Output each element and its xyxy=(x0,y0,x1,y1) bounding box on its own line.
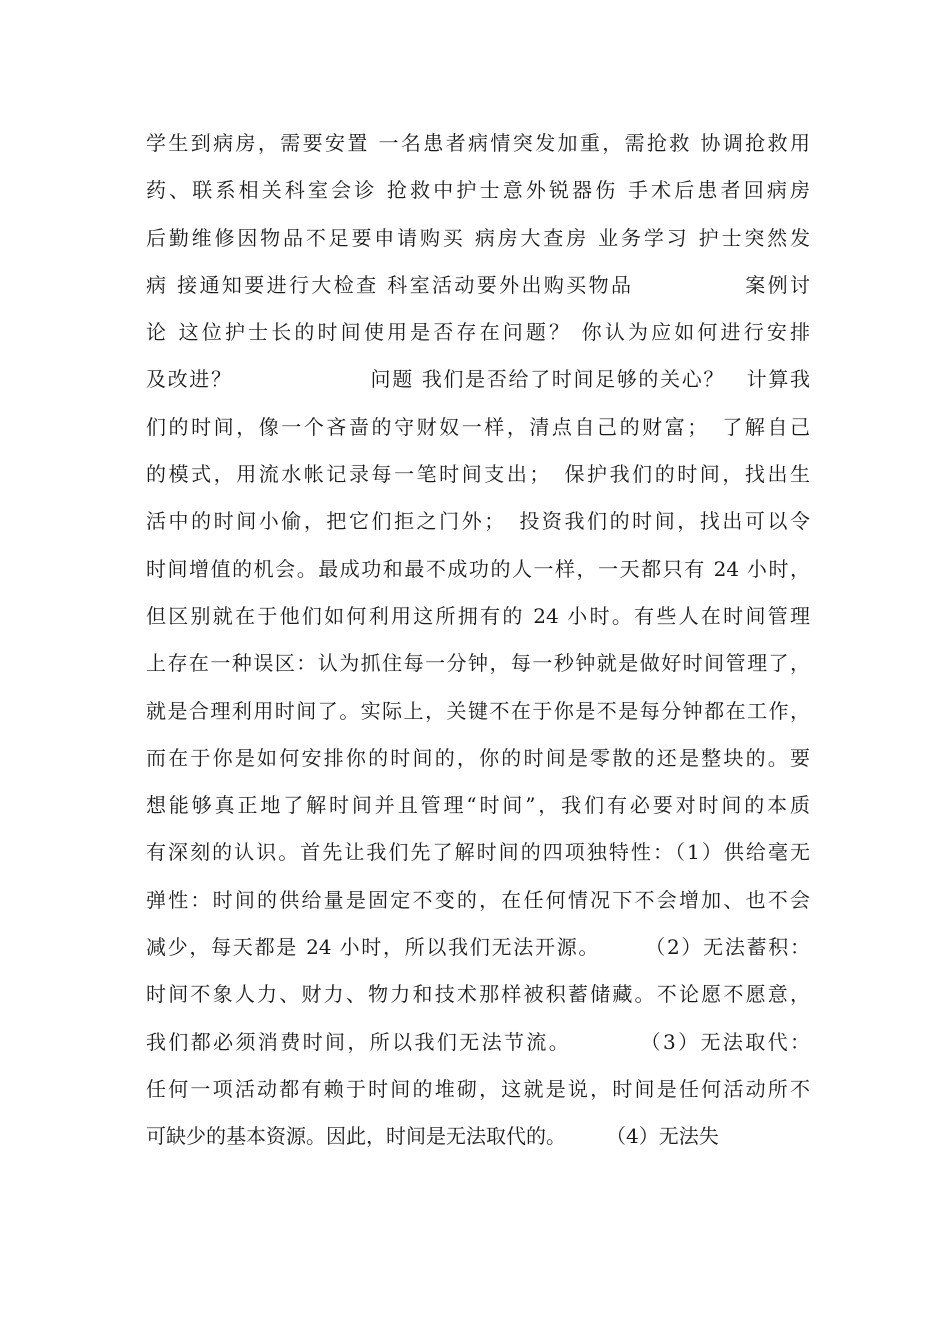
text-line: 们的时间，像一个吝啬的守财奴一样，清点自己的财富； 了解自己 xyxy=(146,414,810,439)
text-line: 后勤维修因物品不足要申请购买 病房大查房 业务学习 护士突然发 xyxy=(146,225,810,250)
text-line: 学生到病房，需要安置 一名患者病情突发加重，需抢救 协调抢救用 xyxy=(146,131,810,155)
text-line: 可缺少的基本资源。因此，时间是无法取代的。 （4）无法失 xyxy=(146,1124,719,1149)
body-text xyxy=(146,120,810,1161)
text-line: 有深刻的认识。首先让我们先了解时间的四项独特性：（1）供给毫无 xyxy=(146,840,810,865)
text-line: 想能够真正地了解时间并且管理“时间”，我们有必要对时间的本质 xyxy=(146,793,810,818)
text-line: 的模式，用流水帐记录每一笔时间支出； 保护我们的时间，找出生 xyxy=(146,462,810,487)
text-line: 时间不象人力、财力、物力和技术那样被积蓄储藏。不论愿不愿意， xyxy=(146,982,810,1007)
text-line: 病 接通知要进行大检查 科室活动要外出购买物品 案例讨 xyxy=(146,272,810,297)
text-line: 而在于你是如何安排你的时间的，你的时间是零散的还是整块的。要 xyxy=(146,745,810,770)
text-line: 就是合理利用时间了。实际上，关键不在于你是不是每分钟都在工作， xyxy=(146,698,810,723)
text-line: 我们都必须消费时间，所以我们无法节流。 （3）无法取代： xyxy=(146,1029,810,1054)
text-line: 活中的时间小偷，把它们拒之门外； 投资我们的时间，找出可以令 xyxy=(146,509,810,534)
text-line: 上存在一种误区：认为抓住每一分钟，每一秒钟就是做好时间管理了， xyxy=(146,651,810,676)
text-line: 弹性：时间的供给量是固定不变的，在任何情况下不会增加、也不会 xyxy=(146,887,810,912)
text-line: 药、联系相关科室会诊 抢救中护士意外锐器伤 手术后患者回病房 xyxy=(146,178,810,203)
text-line: 论 这位护士长的时间使用是否存在问题？ 你认为应如何进行安排 xyxy=(146,320,810,345)
text-line: 及改进？ 问题 我们是否给了时间足够的关心？ 计算我 xyxy=(146,367,810,392)
text-line: 但区别就在于他们如何利用这所拥有的 24 小时。有些人在时间管理 xyxy=(146,603,810,628)
text-line: 时间增值的机会。最成功和最不成功的人一样，一天都只有 24 小时， xyxy=(146,556,810,581)
text-line: 任何一项活动都有赖于时间的堆砌，这就是说，时间是任何活动所不 xyxy=(146,1076,810,1101)
text-line: 减少，每天都是 24 小时，所以我们无法开源。 （2）无法蓄积： xyxy=(146,935,810,960)
